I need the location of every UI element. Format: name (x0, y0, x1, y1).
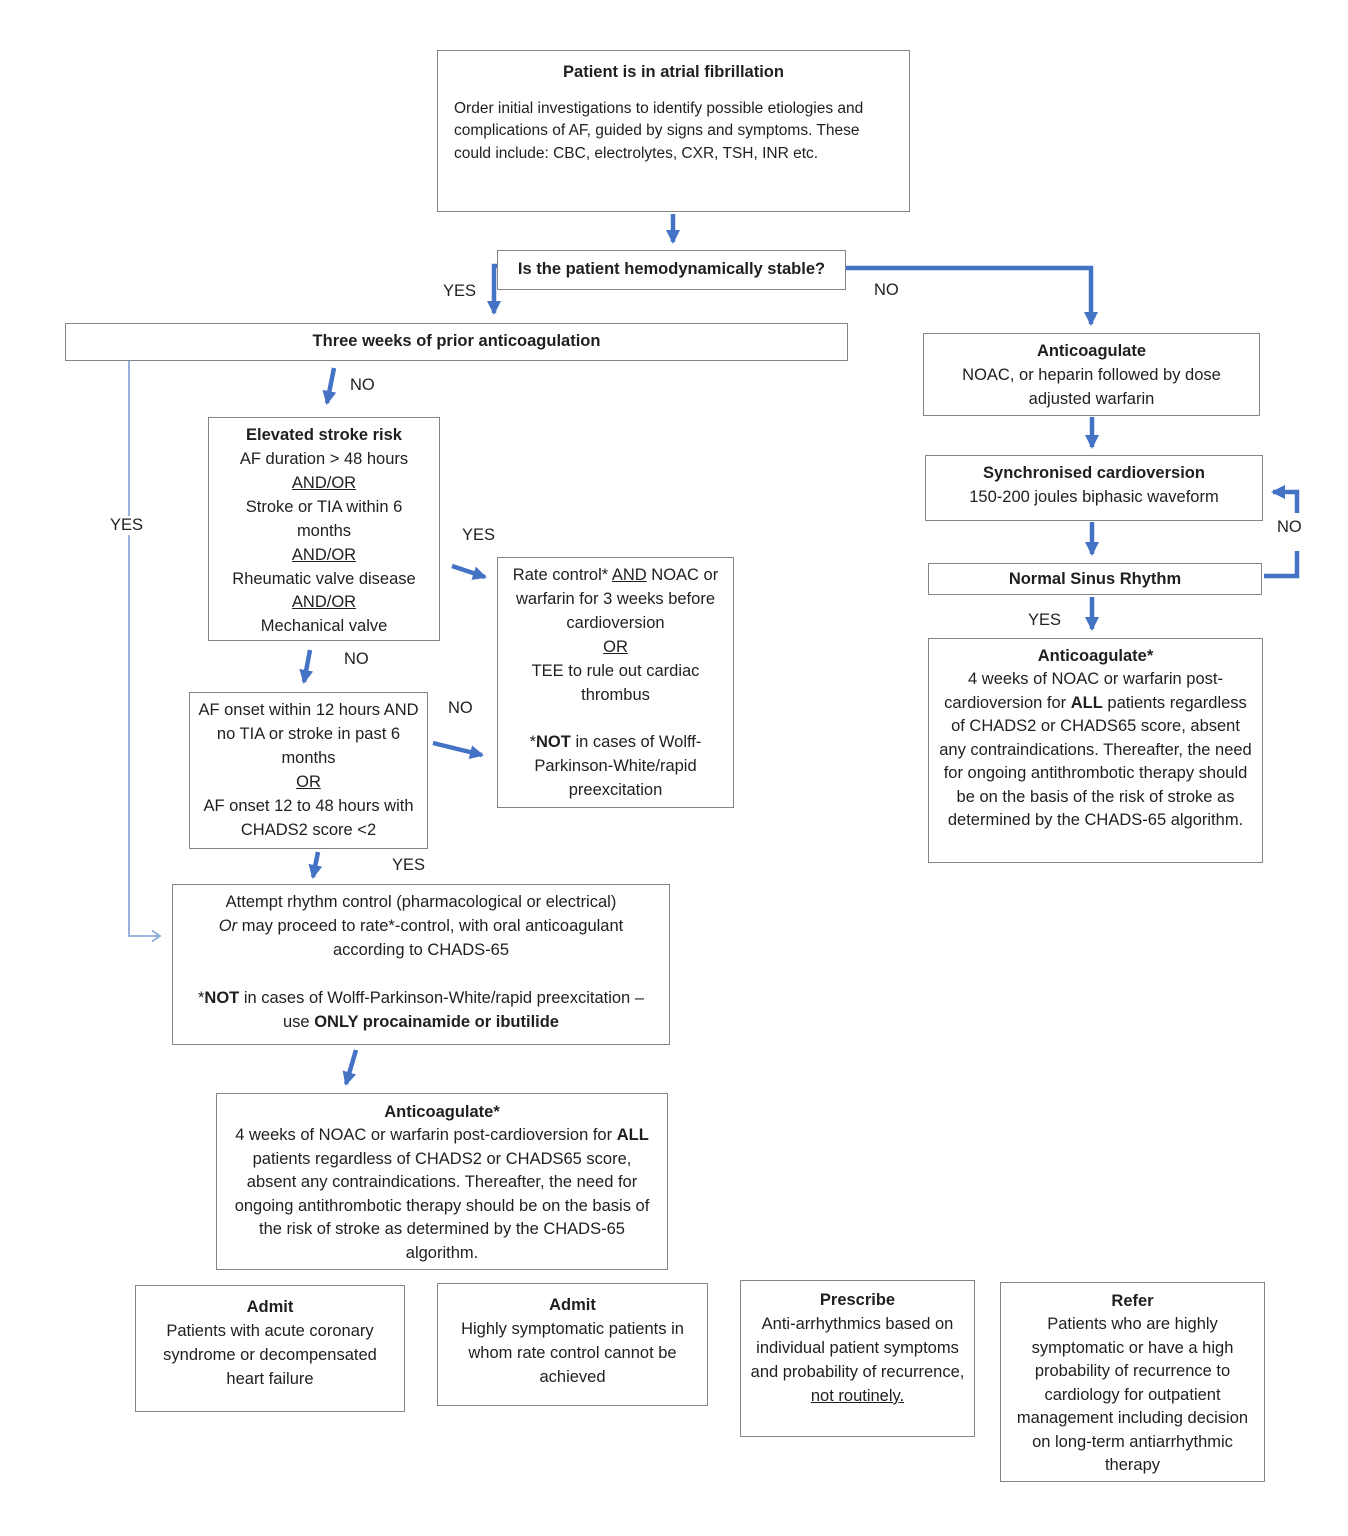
arrow-afonset-yes (313, 852, 318, 877)
node-admit-symptomatic-title: Admit (549, 1296, 596, 1314)
arrow-elevated-no (304, 650, 310, 682)
node-admit-symptomatic (437, 1283, 708, 1406)
arrow-elevated-yes (452, 566, 485, 577)
label-stable-yes: YES (443, 282, 477, 300)
node-prescribe (740, 1280, 975, 1437)
node-elevated-stroke-risk (208, 417, 440, 641)
arrow-nsr-no-lower (1264, 551, 1297, 576)
label-stable-no: NO (874, 281, 899, 299)
node-admit-acs-title: Admit (246, 1298, 294, 1316)
node-refer-title: Refer (1111, 1292, 1154, 1310)
node-sync-body: 150-200 joules biphasic waveform (969, 487, 1219, 506)
arrow-nsr-no-upper (1273, 492, 1297, 513)
node-anticoagulate-noac-title: Anticoagulate (1036, 342, 1147, 360)
label-nsr-loop-no: NO (1277, 518, 1302, 536)
label-nsr-yes: YES (1028, 611, 1062, 629)
label-afonset-no: NO (448, 699, 473, 717)
label-elevated-no: NO (344, 650, 369, 668)
node-refer-body: Patients who are highly symptomatic or have a high probability of recurrence to cardiology for outpatient management including decision on long-term antiarrhythmic therapy (1016, 1315, 1249, 1474)
node-anticoagulate-noac (923, 333, 1260, 416)
node-patient-af-body: Order initial investigations to identify possible etiologies and complications of AF, guided by signs and symptoms. These could include: CBC, electrolytes, CXR, TSH, INR etc. (454, 99, 864, 162)
label-elevated-yes: YES (462, 526, 496, 544)
node-admit-symptomatic-body: Highly symptomatic patients in whom rate control cannot be achieved (461, 1319, 684, 1386)
node-af-onset (189, 692, 428, 849)
node-synchronised-cardioversion (925, 455, 1263, 521)
node-attempt-body: Attempt rhythm control (pharmacological or electrical) Or may proceed to rate*-control, with oral anticoagulant according to CHADS-65 *NOT in cases of Wolff-Parkinson-White/rapid preexcitation – use ONLY procainamide or ibutilide (197, 893, 644, 1031)
node-sync-title: Synchronised cardioversion (983, 464, 1205, 482)
node-hemodynamically-stable-title: Is the patient hemodynamically stable? (517, 260, 826, 278)
node-normal-sinus-rhythm (928, 563, 1262, 595)
node-anticoagulate-post-left-body: 4 weeks of NOAC or warfarin post-cardioversion for ALL patients regardless of CHADS2 or CHADS65 score, absent any contraindications. Thereafter, the need for ongoing antithrombotic therapy should be on the basis of the risk of stroke as determined by the CHADS-65 algorithm. (234, 1126, 650, 1262)
node-anticoagulate-post-left-title: Anticoagulate* (384, 1103, 500, 1121)
node-admit-acs (135, 1285, 405, 1412)
node-three-weeks-title: Three weeks of prior anticoagulation (312, 332, 601, 350)
node-elevated-body: AF duration > 48 hours AND/OR Stroke or TIA within 6 months AND/OR Rheumatic valve disease AND/OR Mechanical valve (232, 449, 416, 636)
node-prescribe-title: Prescribe (819, 1291, 896, 1309)
node-rate-control-body: Rate control* AND NOAC or warfarin for 3 weeks before cardioversion OR TEE to rule out cardiac thrombus *NOT in cases of Wolff-Parkinson-White/rapid preexcitation (512, 566, 719, 800)
node-anticoagulate-post-right (928, 638, 1263, 863)
arrow-attempt-to-anticoagulate (346, 1050, 356, 1084)
node-refer (1000, 1282, 1265, 1482)
node-patient-af-title: Patient is in atrial fibrillation (563, 63, 784, 81)
node-anticoagulate-post-right-title: Anticoagulate* (1037, 647, 1154, 665)
label-afonset-yes: YES (392, 856, 426, 874)
node-af-onset-body: AF onset within 12 hours AND no TIA or stroke in past 6 months OR AF onset 12 to 48 hours with CHADS2 score <2 (198, 701, 419, 839)
node-prescribe-body: Anti-arrhythmics based on individual patient symptoms and probability of recurrence, not routinely. (750, 1314, 965, 1405)
arrow-threeweeks-no (327, 368, 334, 403)
node-admit-acs-body: Patients with acute coronary syndrome or decompensated heart failure (163, 1321, 377, 1388)
arrow-afonset-no (433, 743, 482, 755)
label-threeweeks-no: NO (350, 376, 375, 394)
arrow-threeweeks-yes-long (129, 361, 160, 936)
node-elevated-title: Elevated stroke risk (246, 426, 402, 444)
node-anticoagulate-post-left (216, 1093, 668, 1270)
node-patient-af (437, 50, 910, 212)
node-attempt-rhythm-control (172, 884, 670, 1045)
node-hemodynamically-stable (497, 250, 846, 290)
node-nsr-title: Normal Sinus Rhythm (1008, 570, 1182, 588)
node-three-weeks-anticoagulation (65, 323, 848, 361)
node-anticoagulate-post-right-body: 4 weeks of NOAC or warfarin post-cardioversion for ALL patients regardless of CHADS2 or CHADS65 score, absent any contraindications. Thereafter, the need for ongoing antithrombotic therapy should be on the basis of the risk of stroke as determined by the CHADS-65 algorithm. (939, 670, 1252, 829)
label-threeweeks-yes: YES (110, 516, 144, 534)
node-rate-control (497, 557, 734, 808)
node-anticoagulate-noac-body: NOAC, or heparin followed by dose adjusted warfarin (962, 365, 1221, 408)
